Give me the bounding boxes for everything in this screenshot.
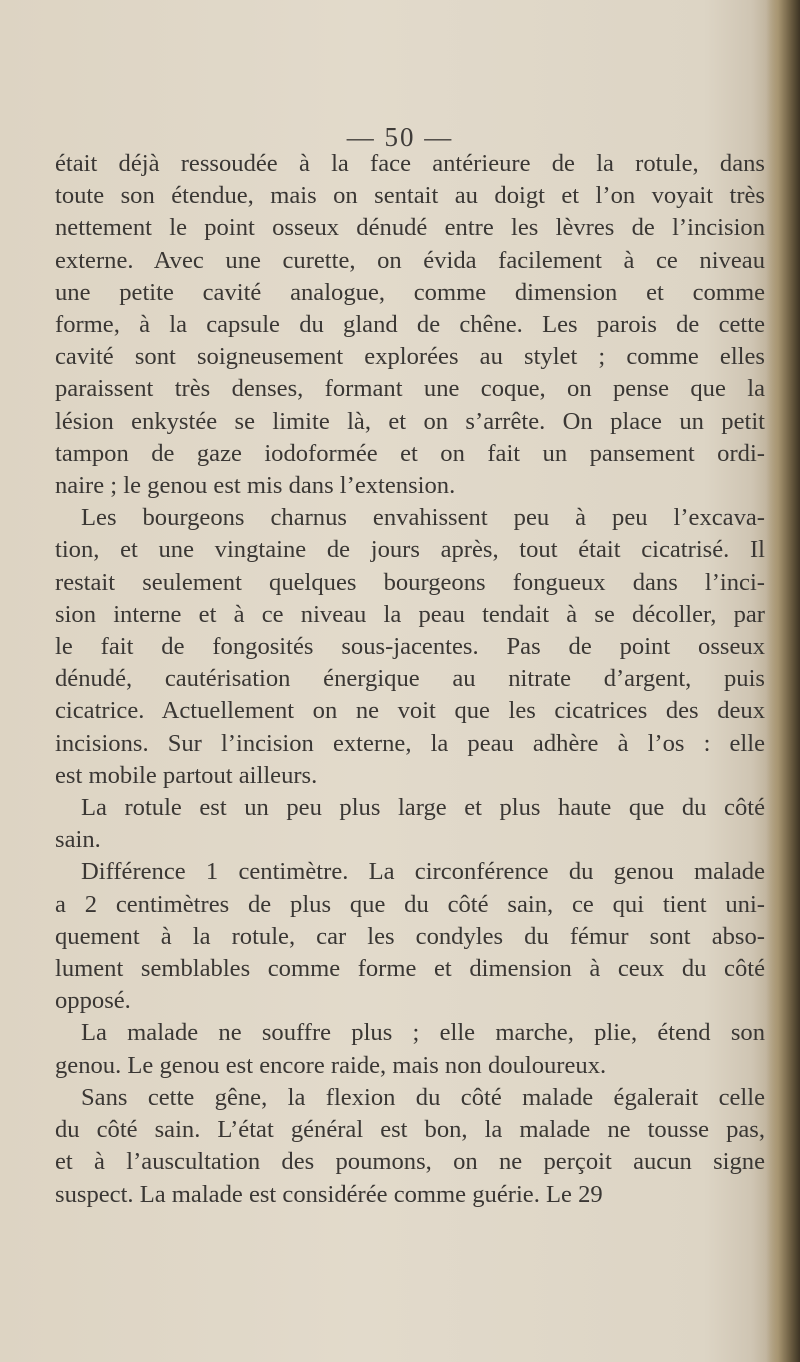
text-line: Sans cette gêne, la flexion du côté malade égalerait celle [81,1083,765,1111]
text-line: sion interne et à ce niveau la peau tendait à se décoller, par [55,600,765,628]
text-line: paraissent très denses, formant une coque, on pense que la [55,375,765,403]
text-line: a 2 centimètres de plus que du côté sain, ce qui tient uni- [55,890,765,918]
text-line: et à l’auscultation des poumons, on ne perçoit aucun signe [55,1148,765,1176]
text-line: restait seulement quelques bourgeons fongueux dans l’inci- [55,568,765,596]
text-line: cavité sont soigneusement explorées au stylet ; comme elles [55,343,765,371]
text-line: suspect. La malade est considérée comme guérie. Le 29 [55,1180,603,1208]
text-line: forme, à la capsule du gland de chêne. Les parois de cette [55,311,765,339]
text-line: sain. [55,826,101,854]
text-line: dénudé, cautérisation énergique au nitrate d’argent, puis [55,665,765,693]
text-line: est mobile partout ailleurs. [55,761,318,789]
text-line: lument semblables comme forme et dimension à ceux du côté [55,955,765,983]
text-line: tion, et une vingtaine de jours après, tout était cicatrisé. Il [55,536,765,564]
text-line: opposé. [55,987,131,1015]
text-line: genou. Le genou est encore raide, mais non douloureux. [55,1051,607,1079]
paragraph [55,792,765,856]
page-number: — 50 — [346,122,454,152]
paragraph [55,1082,765,1211]
text-line: externe. Avec une curette, on évida facilement à ce niveau [55,246,765,274]
text-line: naire ; le genou est mis dans l’extension. [55,472,456,500]
paragraph [55,502,765,792]
text-line: lésion enkystée se limite là, et on s’arrête. On place un petit [55,407,765,435]
text-line: tampon de gaze iodoformée et on fait un pansement ordi- [55,439,765,467]
text-line: Les bourgeons charnus envahissent peu à peu l’excava- [81,504,765,532]
paragraph [55,1017,765,1081]
paragraph [55,856,765,1017]
text-line: le fait de fongosités sous-jacentes. Pas de point osseux [55,633,765,661]
text-line: La rotule est un peu plus large et plus haute que du côté [81,794,765,822]
paragraph [55,148,765,502]
text-line: du côté sain. L’état général est bon, la malade ne tousse pas, [55,1116,765,1144]
body-text [55,148,765,1211]
text-line: cicatrice. Actuellement on ne voit que les cicatrices des deux [55,697,765,725]
text-line: quement à la rotule, car les condyles du fémur sont abso- [55,922,765,950]
book-binding-edge [766,0,800,1362]
text-line: était déjà ressoudée à la face antérieure de la rotule, dans [55,150,765,177]
text-line: une petite cavité analogue, comme dimension et comme [55,278,765,306]
text-line: incisions. Sur l’incision externe, la peau adhère à l’os : elle [55,729,765,757]
text-line: Différence 1 centimètre. La circonférence du genou malade [81,858,765,886]
text-line: La malade ne souffre plus ; elle marche, plie, étend son [81,1019,765,1047]
text-line: nettement le point osseux dénudé entre les lèvres de l’incision [55,214,765,242]
text-line: toute son étendue, mais on sentait au doigt et l’on voyait très [55,182,765,210]
